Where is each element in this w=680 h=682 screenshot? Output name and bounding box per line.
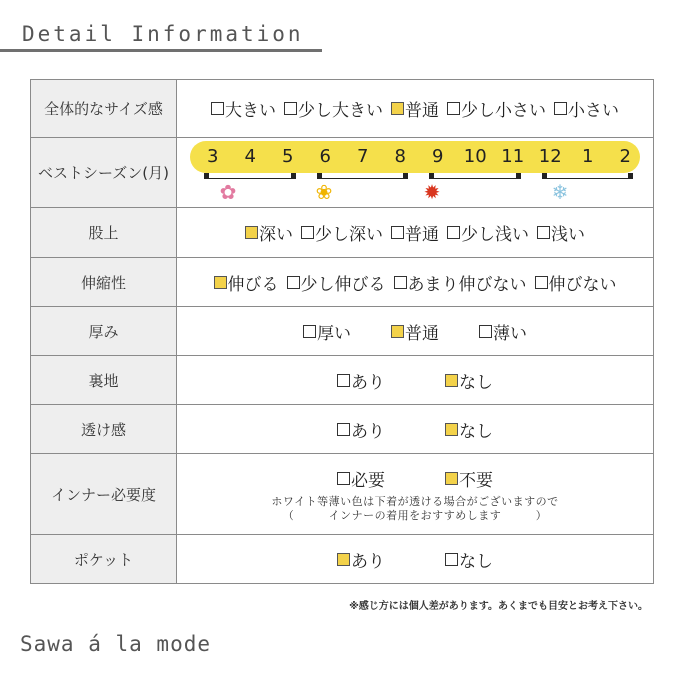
month-label: 8 — [394, 145, 406, 167]
checkbox[interactable] — [447, 102, 460, 115]
inner-options — [177, 466, 653, 491]
option-label: 少し大きい — [298, 101, 383, 121]
checkbox[interactable] — [554, 102, 567, 115]
maple-leaf-icon: ✹ — [423, 179, 441, 204]
option-item[interactable] — [391, 220, 439, 245]
option-item[interactable] — [337, 417, 385, 442]
table-row — [31, 405, 654, 454]
sunflower-icon: ❀ — [315, 179, 333, 204]
option-label: あり — [351, 551, 385, 572]
option-item[interactable] — [479, 319, 527, 344]
option-item[interactable] — [445, 466, 493, 491]
size-options — [177, 96, 653, 121]
option-label: 不要 — [459, 470, 493, 491]
option-item[interactable] — [211, 96, 276, 121]
option-label: 伸びない — [548, 274, 617, 295]
option-label: 普通 — [405, 225, 439, 245]
checkbox[interactable] — [445, 553, 458, 566]
option-item[interactable] — [445, 368, 493, 393]
option-item[interactable] — [394, 270, 527, 295]
row-label: 裏地 — [31, 356, 177, 405]
checkbox[interactable] — [337, 472, 350, 485]
note-line: ホワイト等薄い色は下着が透ける場合がございますので — [271, 494, 559, 508]
month-label: 2 — [619, 145, 631, 167]
option-label: なし — [459, 372, 493, 393]
option-item[interactable] — [337, 466, 385, 491]
option-item[interactable] — [391, 96, 439, 121]
month-label: 11 — [501, 145, 525, 167]
option-item[interactable] — [214, 270, 279, 295]
checkbox[interactable] — [391, 226, 404, 239]
option-label: 薄い — [493, 323, 527, 344]
note-line: （ インナーの着用をおすすめします ） — [282, 508, 548, 522]
option-item[interactable] — [287, 270, 386, 295]
row-label: 透け感 — [31, 405, 177, 454]
checkbox[interactable] — [445, 374, 458, 387]
checkbox[interactable] — [337, 423, 350, 436]
brand-logo: Sawa á la mode — [20, 632, 212, 656]
option-item[interactable] — [537, 220, 585, 245]
checkbox[interactable] — [394, 276, 407, 289]
option-label: あり — [351, 421, 385, 442]
checkbox[interactable] — [245, 226, 258, 239]
checkbox[interactable] — [211, 102, 224, 115]
option-item[interactable] — [445, 417, 493, 442]
checkbox[interactable] — [214, 276, 227, 289]
option-item[interactable] — [337, 547, 385, 572]
month-label: 3 — [207, 145, 219, 167]
table-row — [31, 454, 654, 535]
checkbox[interactable] — [337, 374, 350, 387]
checkbox[interactable] — [337, 553, 350, 566]
month-label: 10 — [463, 145, 487, 167]
checkbox[interactable] — [391, 325, 404, 338]
option-item[interactable] — [535, 270, 617, 295]
checkbox[interactable] — [284, 102, 297, 115]
pocket-options — [177, 547, 653, 572]
month-label: 12 — [538, 145, 562, 167]
thickness-options — [177, 319, 653, 344]
option-label: 小さい — [568, 101, 619, 121]
table-row — [31, 258, 654, 307]
month-label: 5 — [282, 145, 294, 167]
option-label: 普通 — [405, 101, 439, 121]
checkbox[interactable] — [445, 423, 458, 436]
checkbox[interactable] — [445, 472, 458, 485]
option-label: 普通 — [405, 323, 439, 344]
option-label: 大きい — [225, 101, 276, 121]
rise-options — [177, 220, 653, 245]
flower-icon: ✿ — [219, 179, 237, 204]
row-label: 厚み — [31, 307, 177, 356]
option-item[interactable] — [284, 96, 383, 121]
option-label: 必要 — [351, 470, 385, 491]
table-row — [31, 535, 654, 584]
option-label: 浅い — [551, 225, 585, 245]
table-row — [31, 80, 654, 138]
checkbox[interactable] — [535, 276, 548, 289]
month-label: 1 — [582, 145, 594, 167]
checkbox[interactable] — [479, 325, 492, 338]
checkbox[interactable] — [447, 226, 460, 239]
month-scale — [190, 141, 640, 173]
row-label: 伸縮性 — [31, 258, 177, 307]
season-icons — [190, 179, 640, 205]
month-label: 4 — [244, 145, 256, 167]
inner-note — [177, 495, 653, 523]
checkbox[interactable] — [537, 226, 550, 239]
table-row — [31, 307, 654, 356]
row-label: 股上 — [31, 208, 177, 258]
row-label: ポケット — [31, 535, 177, 584]
option-item[interactable] — [337, 368, 385, 393]
option-item[interactable] — [301, 220, 383, 245]
detail-table — [30, 79, 654, 584]
option-item[interactable] — [447, 220, 529, 245]
stretch-options — [177, 270, 653, 295]
section-title: Detail Information — [22, 22, 304, 46]
table-row — [31, 356, 654, 405]
option-item[interactable] — [554, 96, 619, 121]
option-item[interactable] — [303, 319, 351, 344]
option-item[interactable] — [391, 319, 439, 344]
lining-options — [177, 368, 653, 393]
option-label: 少し小さい — [461, 101, 546, 121]
checkbox[interactable] — [287, 276, 300, 289]
option-item[interactable] — [447, 96, 546, 121]
option-label: 厚い — [317, 323, 351, 344]
disclaimer-note: ※感じ方には個人差があります。あくまでも目安とお考え下さい。 — [349, 601, 648, 612]
option-label: なし — [459, 551, 493, 572]
option-label: なし — [459, 421, 493, 442]
option-label: 深い — [259, 225, 293, 245]
table-row — [31, 208, 654, 258]
checkbox[interactable] — [301, 226, 314, 239]
row-label: ベストシーズン(月) — [31, 138, 177, 208]
checkbox[interactable] — [303, 325, 316, 338]
option-item[interactable] — [245, 220, 293, 245]
row-label: インナー必要度 — [31, 454, 177, 535]
snowflake-icon: ❄ — [551, 179, 569, 204]
title-underline — [0, 49, 322, 52]
option-label: 伸びる — [227, 274, 279, 295]
option-label: 少し浅い — [461, 225, 529, 245]
row-label: 全体的なサイズ感 — [31, 80, 177, 138]
month-label: 6 — [319, 145, 331, 167]
checkbox[interactable] — [391, 102, 404, 115]
option-item[interactable] — [445, 547, 493, 572]
month-label: 9 — [432, 145, 444, 167]
season-bar — [190, 141, 640, 173]
option-label: あり — [351, 372, 385, 393]
sheerness-options — [177, 417, 653, 442]
option-label: 少し伸びる — [300, 274, 386, 295]
table-row — [31, 138, 654, 208]
option-label: 少し深い — [315, 225, 383, 245]
option-label: あまり伸びない — [407, 274, 527, 295]
month-label: 7 — [357, 145, 369, 167]
